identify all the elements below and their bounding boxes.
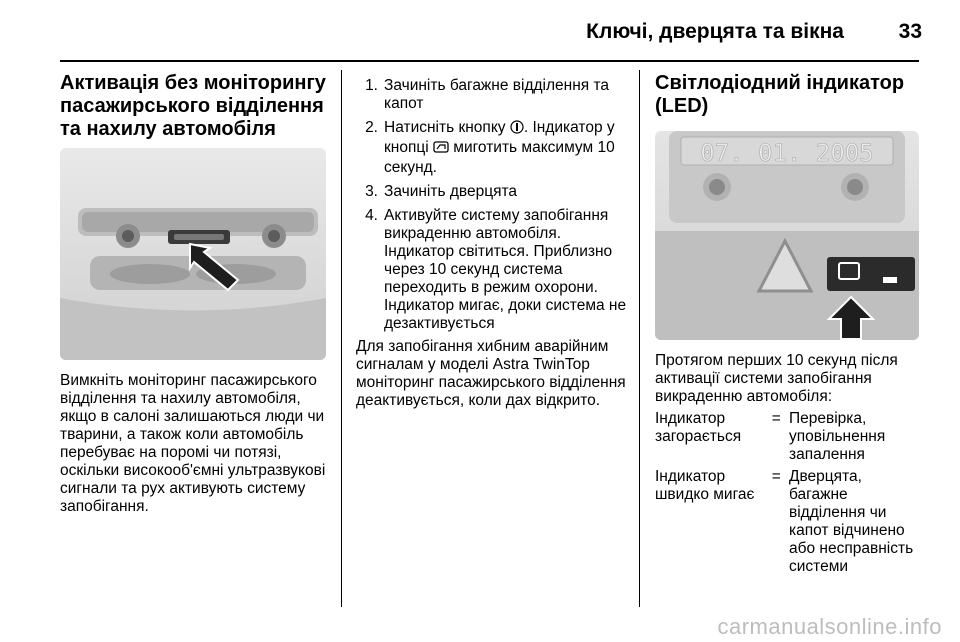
step-4 <box>356 207 632 333</box>
led-panel-image <box>655 131 919 340</box>
led-separator: = <box>771 468 781 485</box>
right-body-wrap <box>655 352 923 576</box>
step-text: Зачиніть дверцята <box>384 183 518 200</box>
left-body-wrap <box>60 372 330 516</box>
steps-list <box>356 77 632 333</box>
step-number: 2. <box>365 119 378 136</box>
page-header <box>0 0 960 62</box>
right-column <box>655 72 920 118</box>
left-heading: Активація без моніторингу пасажирського відділення та нахилу автомобіля <box>60 72 326 140</box>
step-text: Активуйте систему запобігання викраденню автомобіля. Індикатор світиться. Приблизно через 10 секунд система переходить в режим охорони. Індикатор мигає, доки система не дезактивується <box>384 207 627 332</box>
led-meaning: Дверцята, багажне відділення чи капот відчинено або несправність системи <box>789 468 914 575</box>
watermark: carmanualsonline.info <box>717 614 942 639</box>
middle-column <box>356 77 632 410</box>
step-2 <box>356 119 632 177</box>
step-number: 1. <box>365 77 378 94</box>
car-tilt-icon <box>433 140 449 159</box>
console-illustration <box>60 148 326 360</box>
page-number: 33 <box>898 20 922 43</box>
led-row-2 <box>655 468 923 576</box>
led-intro: Протягом перших 10 секунд після активації системи запобігання викраденню автомобіля: <box>655 352 898 405</box>
left-column <box>60 72 328 141</box>
step-text-b: . Індикатор у кнопці <box>384 119 615 156</box>
step-1 <box>356 77 632 113</box>
led-state: Індикатор швидко мигає <box>655 468 755 503</box>
step-text-c: миготить максимум 10 секунд. <box>384 139 615 176</box>
step-3 <box>356 183 632 201</box>
led-row-1 <box>655 410 923 464</box>
led-panel-illustration <box>655 131 919 340</box>
key-circle-icon <box>510 120 524 139</box>
column-divider-2 <box>639 70 640 607</box>
led-state: Індикатор загорається <box>655 410 742 445</box>
step-number: 3. <box>365 183 378 200</box>
header-title: Ключі, дверцята та вікна <box>586 20 844 43</box>
twintop-note: Для запобігання хибним аварійним сигналам у моделі Astra TwinTop моніторинг пасажирського відділення деактивується, коли дах відкрито. <box>356 338 626 409</box>
column-divider-1 <box>341 70 342 607</box>
step-text-a: Натисніть кнопку <box>384 119 510 136</box>
led-meaning: Перевірка, уповільнення запалення <box>789 410 886 463</box>
left-body: Вимкніть моніторинг пасажирського відділення та нахилу автомобіля, якщо в салоні залишаються люди чи тварини, а також коли автомобіль перебуває на поромі чи потязі, оскільки високооб'ємні ультразвукові сигнали та рух активують систему запобігання. <box>60 372 326 515</box>
display-readout: 07. 01. 2005 <box>700 139 874 167</box>
led-separator: = <box>771 410 781 427</box>
step-number: 4. <box>365 207 378 224</box>
right-heading: Світлодіодний індикатор (LED) <box>655 72 905 117</box>
overhead-console-image <box>60 148 326 360</box>
step-text: Зачиніть багажне відділення та капот <box>384 77 610 112</box>
header-rule <box>60 60 919 62</box>
